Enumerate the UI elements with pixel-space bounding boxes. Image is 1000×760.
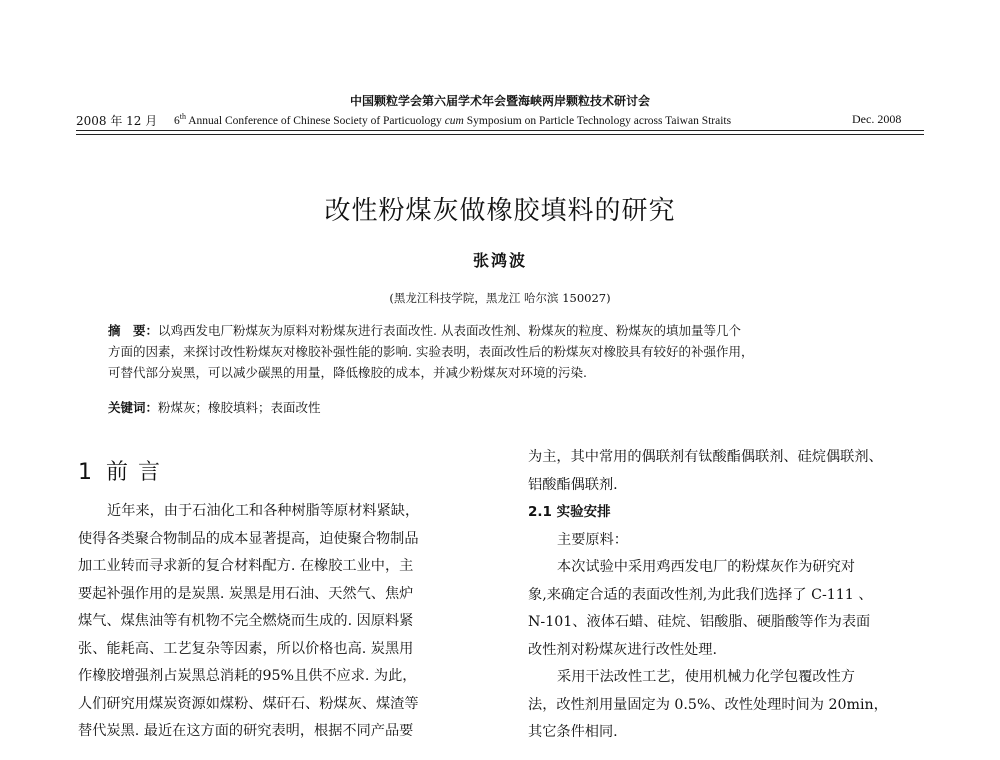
conference-header-cn: 中国颗粒学会第六届学术年会暨海峡两岸颗粒技术研讨会 [349, 94, 650, 108]
keywords-label: 关键词： [108, 400, 159, 415]
body-line: 替代炭黑. 最近在这方面的研究表明，根据不同产品要 [78, 723, 414, 739]
header-en-main: Annual Conference of Chinese Society of Particuology [185, 114, 445, 127]
header-en-ordinal-sup: th [179, 112, 186, 121]
header-rule-thin [76, 130, 924, 131]
keywords [108, 398, 321, 416]
body-line: 改性剂对粉煤灰进行改性处理. [528, 641, 717, 658]
keywords-text: 粉煤灰；橡胶填料；表面改性 [158, 400, 321, 415]
body-line: 加工业转而寻求新的复合材料配方. 在橡胶工业中，主 [78, 558, 414, 574]
paper-affiliation: (黑龙江科技学院，黑龙江 哈尔滨 150027) [389, 291, 611, 305]
body-line: 使得各类聚合物制品的成本显著提高，迫使聚合物制品 [78, 530, 419, 547]
header-en-rest: Symposium on Particle Technology across Taiwan Straits [463, 114, 732, 127]
body-line: 要起补强作用的是炭黑. 炭黑是用石油、天然气、焦炉 [78, 585, 414, 602]
header-date-cn: 2008 年 12 月 [76, 114, 158, 128]
body-line: 铝酸酯偶联剂. [528, 476, 618, 493]
paper-author: 张鸿波 [472, 251, 527, 270]
body-line: 张、能耗高、工艺复杂等因素，所以价格也高. 炭黑用 [78, 640, 414, 657]
body-line: 近年来，由于石油化工和各种树脂等原材料紧缺， [107, 503, 420, 519]
abstract-label: 摘 要： [108, 323, 159, 338]
section-number: 1 [78, 460, 92, 485]
body-line: 为主，其中常用的偶联剂有钛酸酯偶联剂、硅烷偶联剂、 [528, 449, 883, 465]
body-line: 象,来确定合适的表面改性剂,为此我们选择了 C-111 、 [528, 586, 873, 603]
abstract-line [108, 320, 908, 341]
body-line: 采用干法改性工艺，使用机械力化学包覆改性方 [557, 669, 855, 685]
left-column [78, 498, 498, 746]
right-column [528, 444, 928, 747]
body-line: 煤气、煤焦油等有机物不完全燃烧而生成的. 因原料紧 [78, 613, 414, 629]
abstract-text: 以鸡西发电厂粉煤灰为原料对粉煤灰进行表面改性. 从表面改性剂、粉煤灰的粒度、粉煤灰的填加量等几个 [158, 323, 741, 338]
materials-label: 主要原料： [557, 531, 628, 548]
body-line: 法，改性剂用量固定为 0.5%、改性处理时间为 20min， [528, 696, 888, 713]
paper-title: 改性粉煤灰做橡胶填料的研究 [324, 196, 676, 226]
body-line: 其它条件相同. [528, 724, 618, 740]
body-line: 作橡胶增强剂占炭黑总消耗的95%且供不应求. 为此， [78, 668, 417, 684]
body-line: N-101、液体石蜡、硅烷、铝酸脂、硬脂酸等作为表面 [528, 614, 871, 630]
body-line: 本次试验中采用鸡西发电厂的粉煤灰作为研究对 [557, 559, 855, 575]
abstract [108, 320, 908, 383]
header-en-cum: cum [444, 114, 464, 127]
abstract-line: 可替代部分炭黑，可以减少碳黑的用量，降低橡胶的成本，并减少粉煤灰对环境的污染. [108, 365, 587, 380]
abstract-line: 方面的因素，来探讨改性粉煤灰对橡胶补强性能的影响. 实验表明，表面改性后的粉煤灰对橡胶具有较好的补强作用， [108, 344, 754, 359]
subsection-heading: 2.1 实验安排 [528, 504, 611, 520]
section-heading [78, 455, 170, 486]
section-title: 前言 [106, 460, 171, 485]
header-en-ordinal: 6 [174, 114, 180, 127]
header-rule-thick [76, 134, 924, 135]
header-date-en: Dec. 2008 [852, 112, 902, 126]
body-line: 人们研究用煤炭资源如煤粉、煤矸石、粉煤灰、煤渣等 [78, 695, 419, 712]
conference-header-en [174, 112, 731, 127]
